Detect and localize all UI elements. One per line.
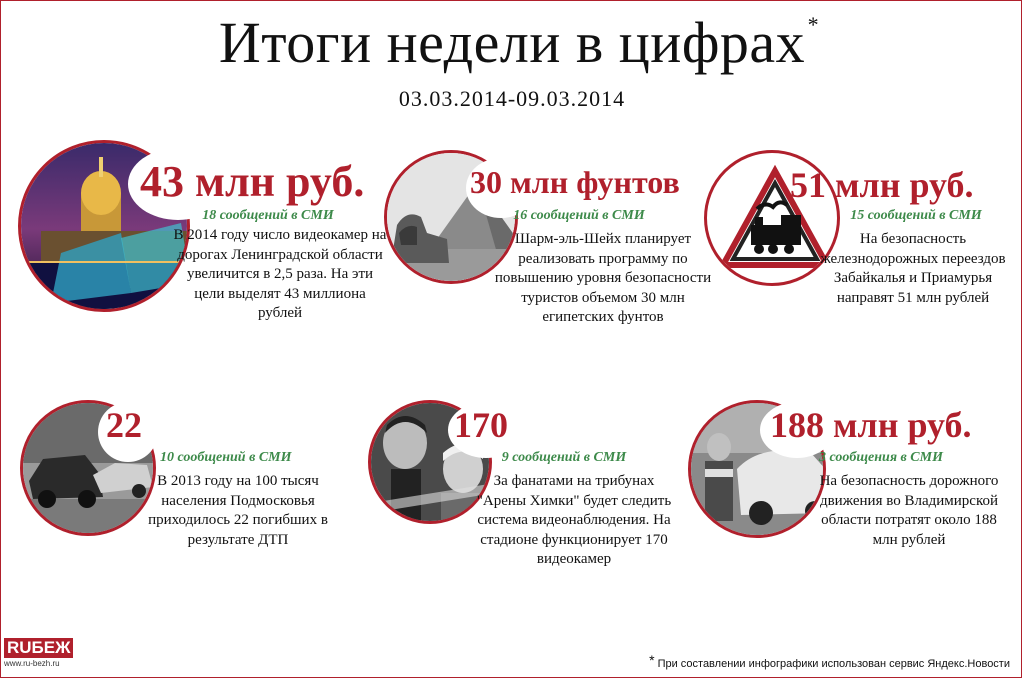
mentions-count-6: 3 сообщения в СМИ bbox=[819, 450, 943, 465]
stat-number-4: 22 bbox=[106, 405, 142, 445]
stat-description-1: В 2014 году число видеокамер на дорогах Ленинградской области увеличится в 2,5 раза. На эти цели выделят 43 миллиона рублей bbox=[173, 227, 387, 321]
stat-number-3: 51 млн руб. bbox=[790, 165, 974, 205]
stat-number-5: 170 bbox=[454, 405, 508, 445]
header bbox=[0, 8, 1024, 78]
date-range: 03.03.2014-09.03.2014 bbox=[398, 86, 626, 111]
title-asterisk: * bbox=[807, 12, 820, 37]
stat-number-1: 43 млн руб. bbox=[140, 157, 365, 206]
stat-description-2: Шарм-эль-Шейх планирует реализовать программу по повышению уровня безопасности туристов объемом 30 млн египетских фунтов bbox=[494, 231, 712, 325]
footnote bbox=[649, 652, 1010, 670]
rubezh-logo[interactable] bbox=[4, 638, 70, 672]
page-title bbox=[218, 8, 820, 78]
stat-description-5: За фанатами на трибунах "Арены Химки" будет следить система видеонаблюдения. На стадионе функционирует 170 видеокамер bbox=[476, 473, 672, 567]
logo-text: RUБЕЖ bbox=[4, 638, 73, 658]
mentions-count-4: 10 сообщений в СМИ bbox=[160, 450, 292, 465]
footnote-asterisk: * bbox=[649, 652, 655, 668]
stat-number-6: 188 млн руб. bbox=[770, 405, 972, 445]
mentions-count-5: 9 сообщений в СМИ bbox=[501, 450, 627, 465]
mentions-count-2: 16 сообщений в СМИ bbox=[513, 208, 645, 223]
stat-description-3: На безопасность железнодорожных переездов Забайкалья и Приамурья направят 51 млн рублей bbox=[820, 231, 1006, 306]
stat-description-4: В 2013 году на 100 тысяч населения Подмосковья приходилось 22 погибших в результате ДТП bbox=[148, 473, 328, 548]
footnote-text: При составлении инфографики использован сервис Яндекс.Новости bbox=[657, 658, 1010, 670]
page-title-text: Итоги недели в цифрах bbox=[218, 10, 806, 75]
stat-description-6: На безопасность дорожного движения во Владимирской области потратят около 188 млн рублей bbox=[819, 473, 999, 548]
logo-url: www.ru-bezh.ru bbox=[4, 659, 60, 668]
mentions-count-3: 15 сообщений в СМИ bbox=[850, 208, 982, 223]
mentions-count-1: 18 сообщений в СМИ bbox=[202, 208, 334, 223]
stat-number-2: 30 млн фунтов bbox=[470, 164, 680, 200]
